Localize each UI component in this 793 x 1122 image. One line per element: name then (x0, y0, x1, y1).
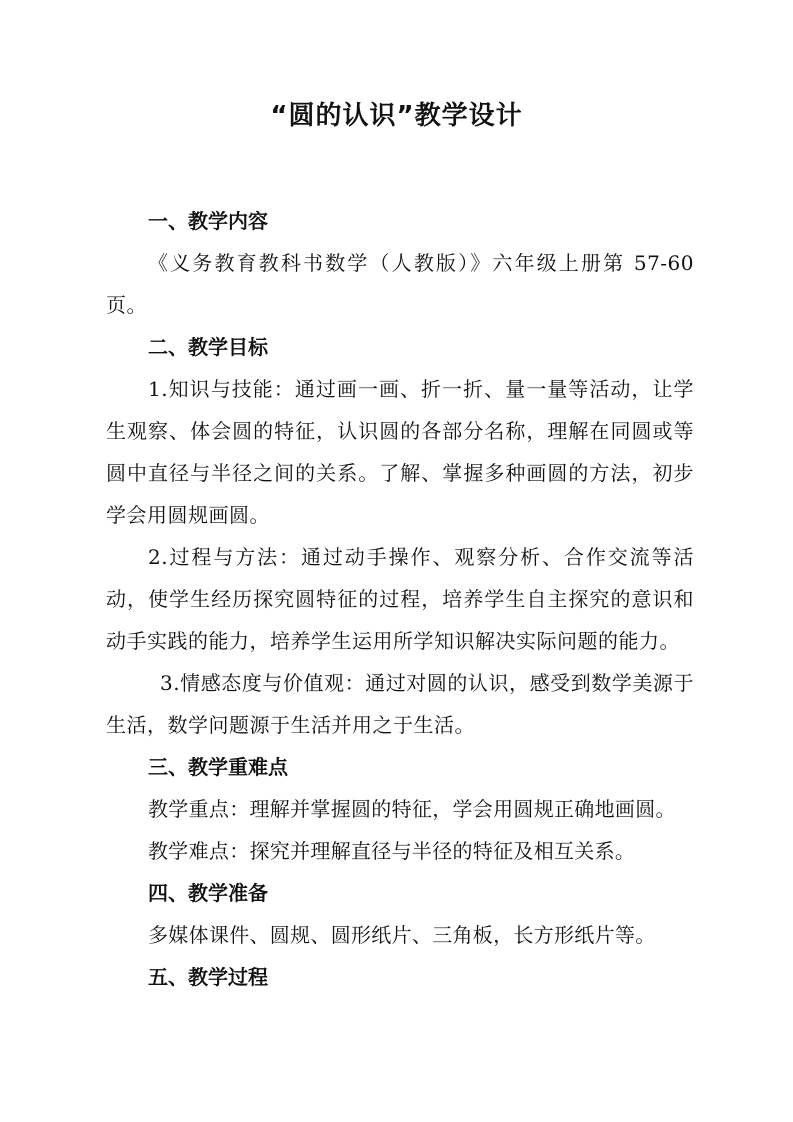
section-heading-key-points: 三、教学重难点 (148, 755, 288, 779)
preparation-text: 多媒体课件、圆规、圆形纸片、三角板，长方形纸片等。 (148, 923, 656, 947)
goal-item-process: 2.过程与方法：通过动手操作、观察分析、合作交流等活动，使学生经历探究圆特征的过程，培养学生自主探究的意识和动手实践的能力，培养学生运用所学知识解决实际问题的能力。 (106, 545, 694, 653)
section-heading-goals: 二、教学目标 (148, 335, 268, 359)
document-body (106, 200, 694, 998)
key-point-difficulty: 教学难点：探究并理解直径与半径的特征及相互关系。 (148, 839, 636, 863)
content-paragraph: 《义务教育教科书数学（人教版）》六年级上册第 57-60 页。 (106, 251, 694, 317)
section-heading-preparation: 四、教学准备 (148, 881, 268, 905)
document-title: “圆的认识”教学设计 (270, 101, 523, 131)
goal-item-knowledge: 1.知识与技能：通过画一画、折一折、量一量等活动，让学生观察、体会圆的特征，认识圆的各部分名称，理解在同圆或等圆中直径与半径之间的关系。了解、掌握多种画圆的方法，初步学会用圆规画圆。 (106, 377, 694, 527)
section-heading-process: 五、教学过程 (148, 965, 268, 989)
section-heading-content: 一、教学内容 (148, 209, 268, 233)
key-point-focus: 教学重点：理解并掌握圆的特征，学会用圆规正确地画圆。 (148, 797, 676, 821)
goal-item-attitude: 3.情感态度与价值观：通过对圆的认识，感受到数学美源于生活，数学问题源于生活并用之于生活。 (106, 671, 694, 737)
